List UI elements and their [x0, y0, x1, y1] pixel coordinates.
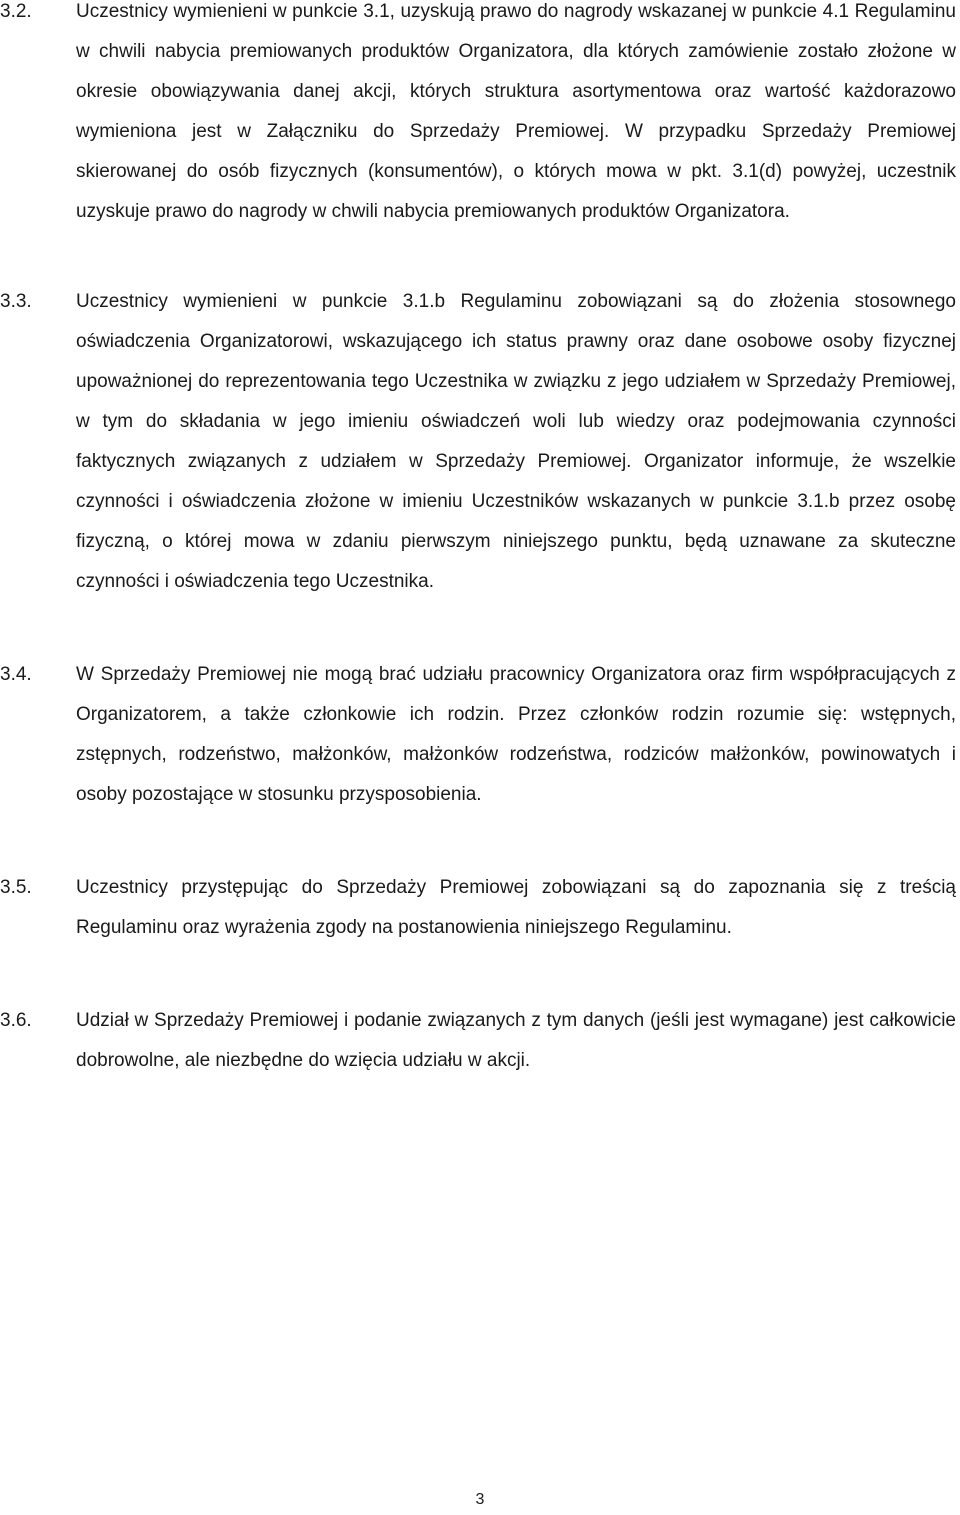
section-text: Uczestnicy wymienieni w punkcie 3.1.b Regulaminu zobowiązani są do złożenia stosownego oświadczenia Organizatorowi, wskazującego ich status prawny oraz dane osobowe osoby fizycznej upoważnionej do reprezentowania tego Uczestnika w związku z jego udziałem w Sprzedaży Premiowej, w tym do składania w jego imieniu oświadczeń woli lub wiedzy oraz podejmowania czynności faktycznych związanych z udziałem w Sprzedaży Premiowej. Organizator informuje, że wszelkie czynności i oświadczenia złożone w imieniu Uczestników wskazanych w punkcie 3.1.b przez osobę fizyczną, o której mowa w zdaniu pierwszym niniejszego punktu, będą uznawane za skuteczne czynności i oświadczenia tego Uczestnika.: [76, 291, 956, 592]
section-number: 3.6.: [0, 1010, 32, 1031]
section-number: 3.2.: [0, 1, 32, 22]
section-text: Uczestnicy przystępując do Sprzedaży Premiowej zobowiązani są do zapoznania się z treścią Regulaminu oraz wyrażenia zgody na postanowienia niniejszego Regulaminu.: [76, 877, 956, 938]
section-text: Uczestnicy wymienieni w punkcie 3.1, uzyskują prawo do nagrody wskazanej w punkcie 4.1 Regulaminu w chwili nabycia premiowanych produktów Organizatora, dla których zamówienie zostało złożone w okresie obowiązywania danej akcji, których struktura asortymentowa oraz wartość każdorazowo wymieniona jest w Załączniku do Sprzedaży Premiowej. W przypadku Sprzedaży Premiowej skierowanej do osób fizycznych (konsumentów), o których mowa w pkt. 3.1(d) powyżej, uczestnik uzyskuje prawo do nagrody w chwili nabycia premiowanych produktów Organizatora.: [76, 1, 956, 222]
section-text: Udział w Sprzedaży Premiowej i podanie związanych z tym danych (jeśli jest wymagane) jest całkowicie dobrowolne, ale niezbędne do wzięcia udziału w akcji.: [76, 1010, 956, 1071]
section-number: 3.5.: [0, 877, 32, 898]
section-text: W Sprzedaży Premiowej nie mogą brać udziału pracownicy Organizatora oraz firm współpracujących z Organizatorem, a także członkowie ich rodzin. Przez członków rodzin rozumie się: wstępnych, zstępnych, rodzeństwo, małżonków, małżonków rodzeństwa, rodziców małżonków, powinowatych i osoby pozostające w stosunku przysposobienia.: [76, 664, 956, 805]
section-number: 3.4.: [0, 664, 32, 685]
page-number: 3: [475, 1491, 485, 1508]
section-number: 3.3.: [0, 291, 32, 312]
